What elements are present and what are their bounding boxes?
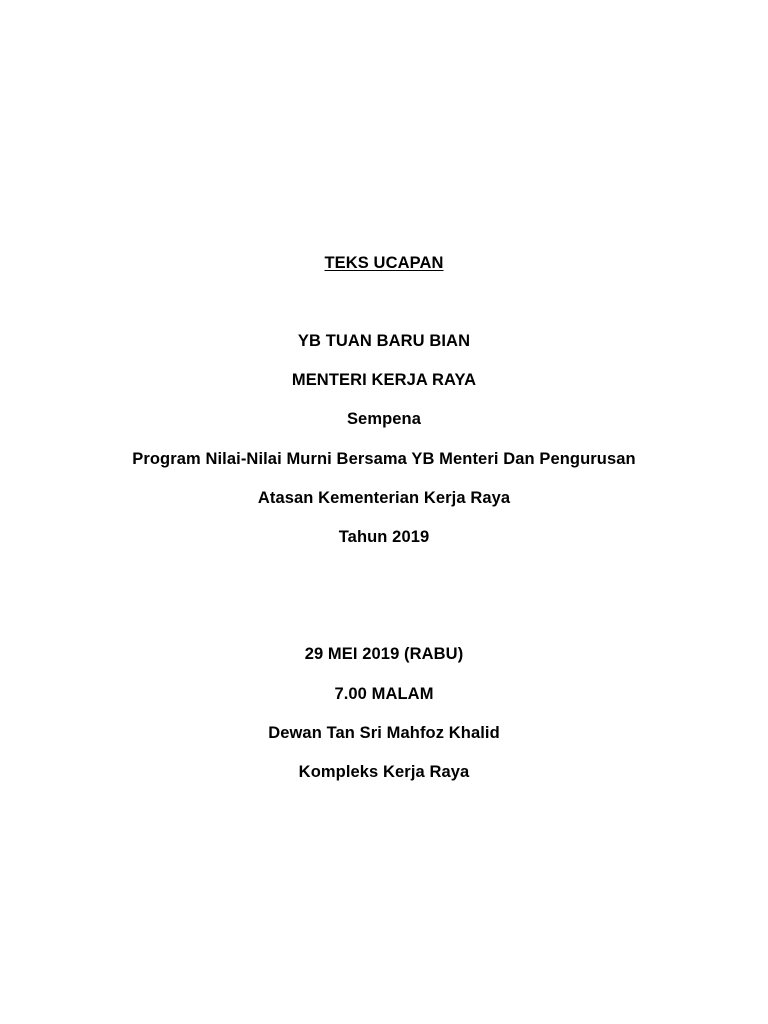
event-time: 7.00 MALAM bbox=[334, 685, 434, 703]
program-title-line-1: Program Nilai-Nilai Murni Bersama YB Menteri Dan Pengurusan bbox=[132, 450, 636, 468]
speaker-name: YB TUAN BARU BIAN bbox=[297, 332, 471, 350]
program-year: Tahun 2019 bbox=[338, 528, 430, 546]
event-venue: Dewan Tan Sri Mahfoz Khalid bbox=[268, 724, 500, 742]
event-date: 29 MEI 2019 (RABU) bbox=[304, 645, 464, 663]
event-location: Kompleks Kerja Raya bbox=[298, 763, 470, 781]
document-title: TEKS UCAPAN bbox=[324, 254, 444, 272]
program-title-line-2: Atasan Kementerian Kerja Raya bbox=[257, 489, 511, 507]
occasion-preposition: Sempena bbox=[346, 410, 422, 428]
speaker-position: MENTERI KERJA RAYA bbox=[291, 371, 477, 389]
